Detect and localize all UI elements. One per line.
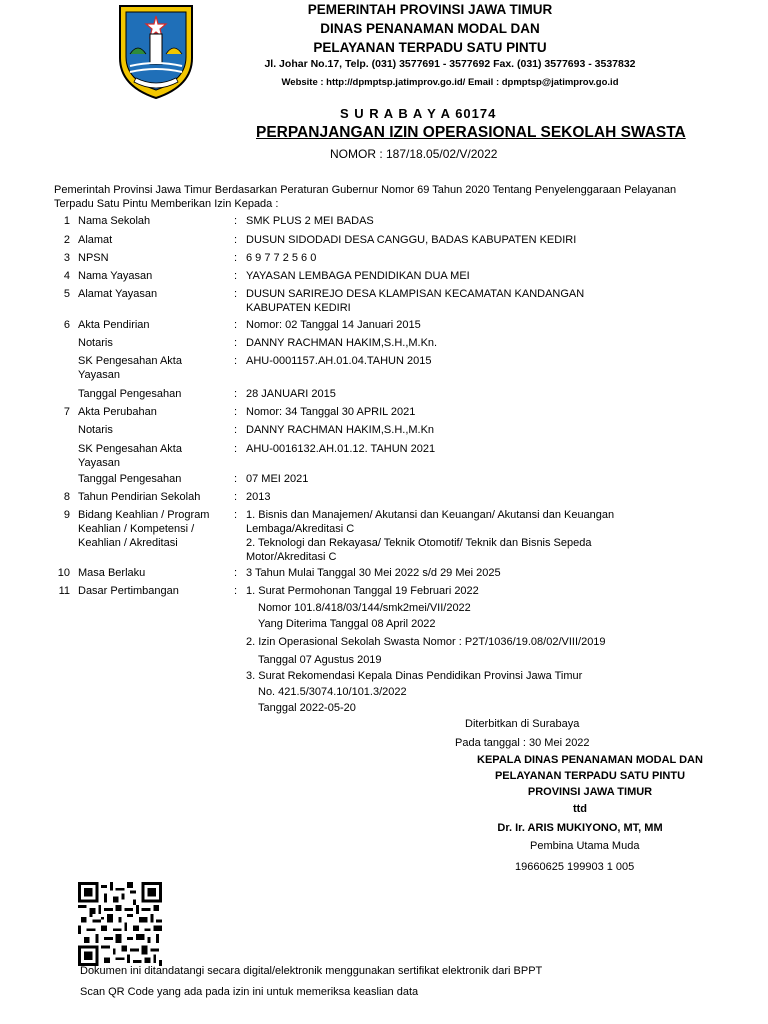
signatory-office-line1: KEPALA DINAS PENANAMAN MODAL DAN [477,754,703,766]
signed-marker: ttd [572,803,588,815]
field-colon: : [234,406,238,418]
header-address: Jl. Johar No.17, Telp. (031) 3577691 - 3577692 Fax. (031) 3577693 - 3537832 [264,58,636,70]
field-colon: : [234,252,238,264]
header-office-line2: PELAYANAN TERPADU SATU PINTU [313,40,547,55]
field-number: 3 [63,252,70,264]
field-number: 5 [63,288,70,300]
field-number: 2 [63,234,70,246]
field-colon: : [234,288,238,300]
field-label: Nama Yayasan [78,270,153,282]
field-colon: : [234,567,238,579]
issued-place: Diterbitkan di Surabaya [465,718,580,730]
east-java-emblem-logo [116,2,196,100]
field-colon: : [234,355,238,367]
field-value: AHU-0016132.AH.01.12. TAHUN 2021 [246,443,436,455]
header-government: PEMERINTAH PROVINSI JAWA TIMUR [307,2,553,17]
field-colon: : [234,491,238,503]
signatory-office-line3: PROVINSI JAWA TIMUR [527,786,653,798]
dasar-line: Tanggal 07 Agustus 2019 [258,654,382,666]
field-colon: : [234,473,238,485]
field-number: 1 [63,215,70,227]
field-colon: : [234,509,238,521]
field-colon: : [234,443,238,455]
signatory-nip: 19660625 199903 1 005 [515,861,635,873]
field-label: SK Pengesahan Akta Yayasan [78,443,182,469]
document-title: PERPANJANGAN IZIN OPERASIONAL SEKOLAH SWASTA [256,124,686,141]
field-label: Alamat Yayasan [78,288,158,300]
field-value: 3 Tahun Mulai Tanggal 30 Mei 2022 s/d 29 Mei 2025 [246,567,501,579]
footer-digital-signature-note: Dokumen ini ditandatangi secara digital/elektronik menggunakan sertifikat elektronik dari BPPT [80,965,543,977]
field-label: Tanggal Pengesahan [78,388,182,400]
field-label: Nama Sekolah [78,215,151,227]
field-label: Notaris [78,424,113,436]
field-colon: : [234,234,238,246]
field-label: Dasar Pertimbangan [78,585,179,597]
field-label: Masa Berlaku [78,567,146,579]
field-number: 10 [57,567,70,579]
field-number: 7 [63,406,70,418]
dasar-line: Yang Diterima Tanggal 08 April 2022 [258,618,436,630]
field-colon: : [234,319,238,331]
field-value: DANNY RACHMAN HAKIM,S.H.,M.Kn. [246,337,438,349]
field-value: DANNY RACHMAN HAKIM,S.H.,M.Kn [246,424,435,436]
field-value: Nomor: 02 Tanggal 14 Januari 2015 [246,319,421,331]
field-colon: : [234,388,238,400]
intro-paragraph: Pemerintah Provinsi Jawa Timur Berdasarkan Peraturan Gubernur Nomor 69 Tahun 2020 Tentang Penyelenggaraan Pelayanan Terpadu Satu Pintu Memberikan Izin Kepada : [54,184,677,210]
field-value: AHU-0001157.AH.01.04.TAHUN 2015 [246,355,432,367]
field-value: DUSUN SIDODADI DESA CANGGU, BADAS KABUPATEN KEDIRI [246,234,577,246]
field-value: 1. Bisnis dan Manajemen/ Akutansi dan Keuangan/ Akutansi dan Keuangan Lembaga/Akreditasi C 2. Teknologi dan Rekayasa/ Teknik Otomotif/ Teknik dan Bisnis Sepeda Motor/Akreditasi C [246,509,615,563]
field-label: Bidang Keahlian / Program Keahlian / Kompetensi / Keahlian / Akreditasi [78,509,210,549]
field-value: Nomor: 34 Tanggal 30 APRIL 2021 [246,406,416,418]
field-colon: : [234,337,238,349]
field-colon: : [234,424,238,436]
field-value: DUSUN SARIREJO DESA KLAMPISAN KECAMATAN KANDANGAN KABUPATEN KEDIRI [246,288,585,314]
field-colon: : [234,585,238,597]
dasar-line: No. 421.5/3074.10/101.3/2022 [258,686,407,698]
field-colon: : [234,270,238,282]
field-number: 6 [63,319,70,331]
issued-date: Pada tanggal : 30 Mei 2022 [455,737,590,749]
field-label: Notaris [78,337,113,349]
document-number: NOMOR : 187/18.05/02/V/2022 [330,147,498,161]
field-value: 2013 [246,491,271,503]
field-value: 28 JANUARI 2015 [246,388,336,400]
dasar-line: Tanggal 2022-05-20 [258,702,356,714]
dasar-line: 2. Izin Operasional Sekolah Swasta Nomor : P2T/1036/19.08/02/VIII/2019 [246,636,606,648]
field-label: Akta Pendirian [78,319,150,331]
footer-qr-note: Scan QR Code yang ada pada izin ini untuk memeriksa keaslian data [80,986,419,998]
signatory-rank: Pembina Utama Muda [530,840,640,852]
field-number: 9 [63,509,70,521]
city-postcode: S U R A B A Y A 60174 [340,106,497,121]
dasar-line: Nomor 101.8/418/03/144/smk2mei/VII/2022 [258,602,471,614]
field-colon: : [234,215,238,227]
field-number: 8 [63,491,70,503]
field-label: Alamat [78,234,113,246]
field-value: 07 MEI 2021 [246,473,309,485]
field-label: Tahun Pendirian Sekolah [78,491,201,503]
field-value: 6 9 7 7 2 5 6 0 [246,252,317,264]
field-label: SK Pengesahan Akta Yayasan [78,355,182,381]
header-website: Website : http://dpmptsp.jatimprov.go.id/ Email : dpmptsp@jatimprov.go.id [281,77,619,88]
field-value: 1. Surat Permohonan Tanggal 19 Februari 2022 [246,585,479,597]
verification-qr-code [78,882,162,966]
field-number: 4 [63,270,70,282]
field-value: YAYASAN LEMBAGA PENDIDIKAN DUA MEI [246,270,470,282]
field-number: 11 [58,585,70,597]
dasar-line: 3. Surat Rekomendasi Kepala Dinas Pendidikan Provinsi Jawa Timur [246,670,583,682]
field-label: Akta Perubahan [78,406,157,418]
header-office-line1: DINAS PENANAMAN MODAL DAN [320,21,540,36]
field-label: Tanggal Pengesahan [78,473,182,485]
field-label: NPSN [78,252,109,264]
field-value: SMK PLUS 2 MEI BADAS [246,215,374,227]
signatory-office-line2: PELAYANAN TERPADU SATU PINTU [494,770,686,782]
signatory-name: Dr. Ir. ARIS MUKIYONO, MT, MM [497,822,663,834]
